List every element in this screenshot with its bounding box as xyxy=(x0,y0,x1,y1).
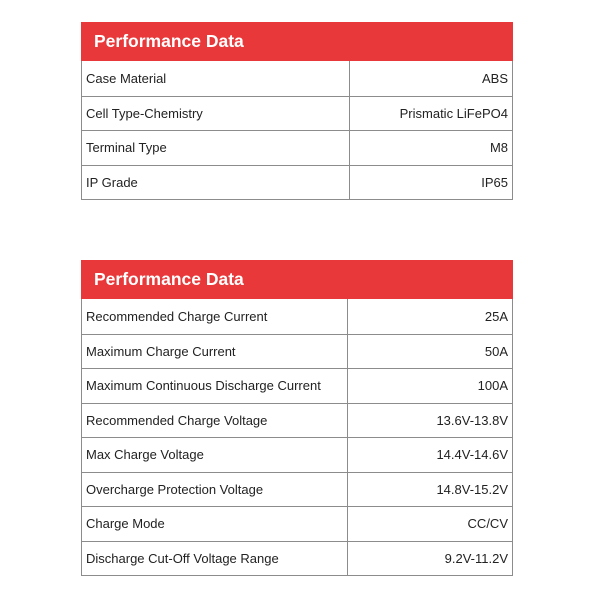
row-value: M8 xyxy=(489,140,508,156)
row-value: CC/CV xyxy=(467,516,508,532)
table-row xyxy=(82,541,512,576)
row-value: Prismatic LiFePO4 xyxy=(399,105,508,121)
table-row xyxy=(82,299,512,334)
row-label: Case Material xyxy=(82,61,350,96)
row-value: 9.2V-11.2V xyxy=(444,550,508,566)
row-value: 13.6V-13.8V xyxy=(436,412,508,428)
row-label: Maximum Charge Current xyxy=(82,335,348,369)
table-row xyxy=(82,506,512,541)
row-value: 100A xyxy=(477,378,508,394)
row-value: 50A xyxy=(484,343,508,359)
performance-table-electrical xyxy=(81,260,513,576)
row-label: Maximum Continuous Discharge Current xyxy=(82,369,348,403)
table-row xyxy=(82,368,512,403)
table-row xyxy=(82,437,512,472)
row-label: Overcharge Protection Voltage xyxy=(82,473,348,507)
performance-table-general xyxy=(81,22,513,200)
row-label: Charge Mode xyxy=(82,507,348,541)
table-body xyxy=(81,61,513,200)
table-row xyxy=(82,96,512,131)
row-label: Max Charge Voltage xyxy=(82,438,348,472)
row-label: Recommended Charge Current xyxy=(82,299,348,334)
table-body xyxy=(81,299,513,576)
row-value: ABS xyxy=(481,70,508,86)
row-value: 14.8V-15.2V xyxy=(436,481,508,497)
table-title: Performance Data xyxy=(81,260,513,299)
row-label: Discharge Cut-Off Voltage Range xyxy=(82,542,348,576)
table-row xyxy=(82,472,512,507)
row-label: IP Grade xyxy=(82,166,350,200)
row-value: IP65 xyxy=(481,174,508,190)
row-value: 14.4V-14.6V xyxy=(436,447,508,463)
row-label: Recommended Charge Voltage xyxy=(82,404,348,438)
table-title: Performance Data xyxy=(81,22,513,61)
table-row xyxy=(82,334,512,369)
table-row xyxy=(82,165,512,200)
table-row xyxy=(82,130,512,165)
row-label: Cell Type-Chemistry xyxy=(82,97,350,131)
table-row xyxy=(82,403,512,438)
row-label: Terminal Type xyxy=(82,131,350,165)
table-row xyxy=(82,61,512,96)
row-value: 25A xyxy=(484,308,508,324)
